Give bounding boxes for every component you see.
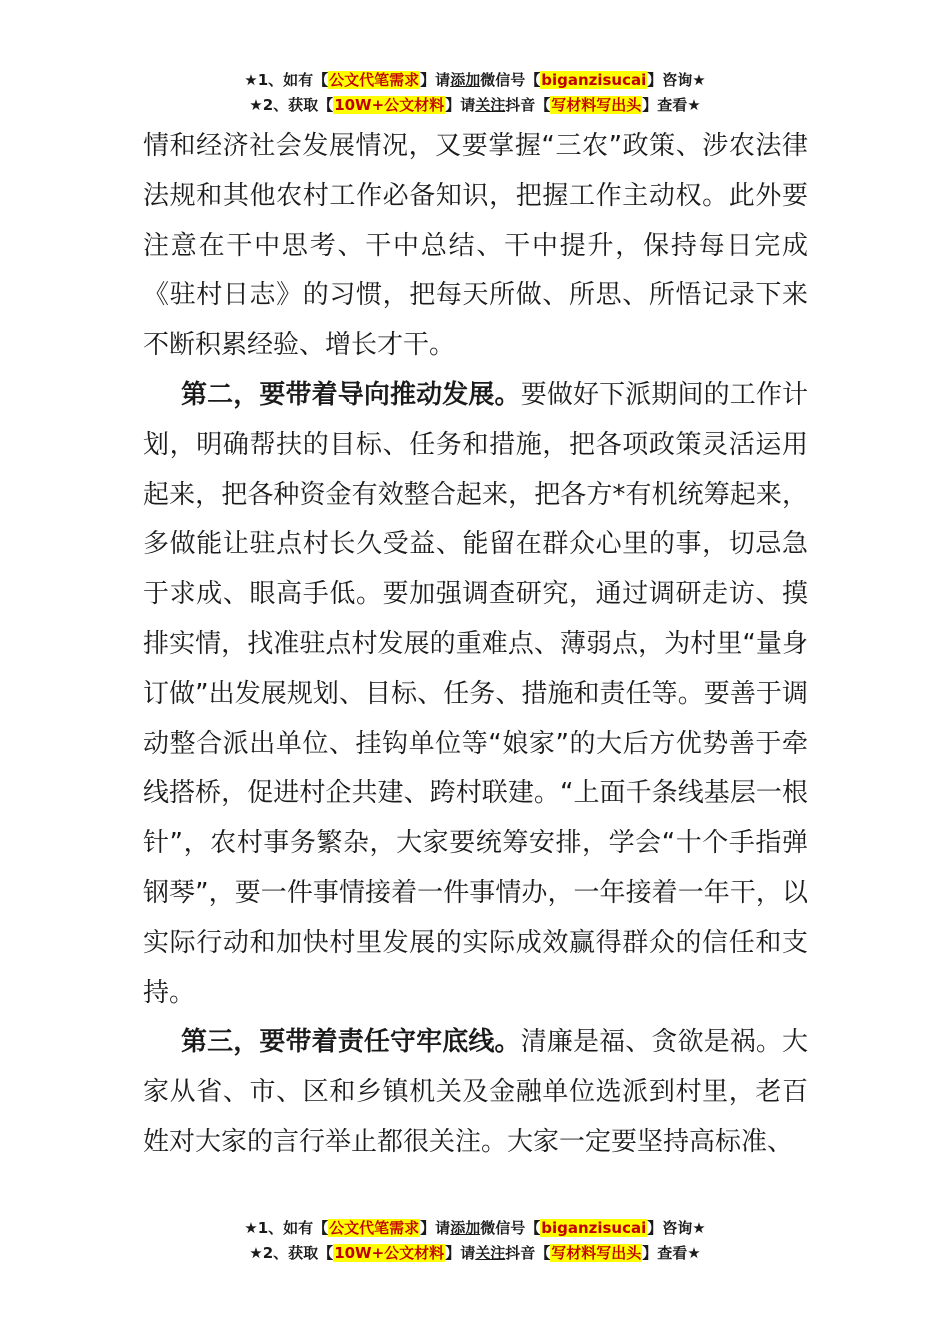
paragraph-1: 情和经济社会发展情况，又要掌握“三农”政策、涉农法律法规和其他农村工作必备知识，把握工作主动权。此外要注意在干中思考、干中总结、干中提升，保持每日完成《驻村日志》的习惯，把每天所做、所思、所悟记录下来不断积累经验、增长才干。: [143, 131, 808, 361]
banner-douyin-id: 写材料写出头: [551, 96, 642, 114]
banner-line-1: ★1、如有【公文代笔需求】请添加微信号【biganzisucai】咨询★: [244, 71, 706, 89]
paragraph-3-heading: 第三，要带着责任守牢底线。: [181, 1027, 521, 1058]
banner-douyin-id: 写材料写出头: [551, 1244, 642, 1262]
banner-wechat-id: biganzisucai: [541, 1219, 647, 1237]
header-banner: [0, 68, 950, 118]
banner-highlight: 10W+公文材料: [334, 96, 445, 114]
banner-line-1: ★1、如有【公文代笔需求】请添加微信号【biganzisucai】咨询★: [244, 1219, 706, 1237]
banner-highlight: 公文代笔需求: [329, 71, 420, 89]
paragraph-2-heading: 第二，要带着导向推动发展。: [181, 379, 521, 410]
paragraph-3: 第三，要带着责任守牢底线。清廉是福、贪欲是祸。大家从省、市、区和乡镇机关及金融单位选派到村里，老百姓对大家的言行举止都很关注。大家一定要坚持高标准、: [143, 1027, 808, 1157]
document-body: [143, 122, 808, 1168]
banner-wechat-id: biganzisucai: [541, 71, 647, 89]
banner-highlight: 10W+公文材料: [334, 1244, 445, 1262]
paragraph-2: 第二，要带着导向推动发展。要做好下派期间的工作计划，明确帮扶的目标、任务和措施，把各项政策灵活运用起来，把各种资金有效整合起来，把各方*有机统筹起来，多做能让驻点村长久受益、能留在群众心里的事，切忌急于求成、眼高手低。要加强调查研究，通过调研走访、摸排实情，找准驻点村发展的重难点、薄弱点，为村里“量身订做”出发展规划、目标、任务、措施和责任等。要善于调动整合派出单位、挂钩单位等“娘家”的大后方优势善于牵线搭桥，促进村企共建、跨村联建。“上面千条线基层一根针”，农村事务繁杂，大家要统筹安排，学会“十个手指弹钢琴”，要一件事情接着一件事情办，一年接着一年干，以实际行动和加快村里发展的实际成效赢得群众的信任和支持。: [143, 379, 808, 1008]
banner-line-2: ★2、获取【10W+公文材料】请关注抖音【写材料写出头】查看★: [249, 96, 701, 114]
banner-highlight: 公文代笔需求: [329, 1219, 420, 1237]
banner-line-2: ★2、获取【10W+公文材料】请关注抖音【写材料写出头】查看★: [249, 1244, 701, 1262]
footer-banner: [0, 1216, 950, 1266]
